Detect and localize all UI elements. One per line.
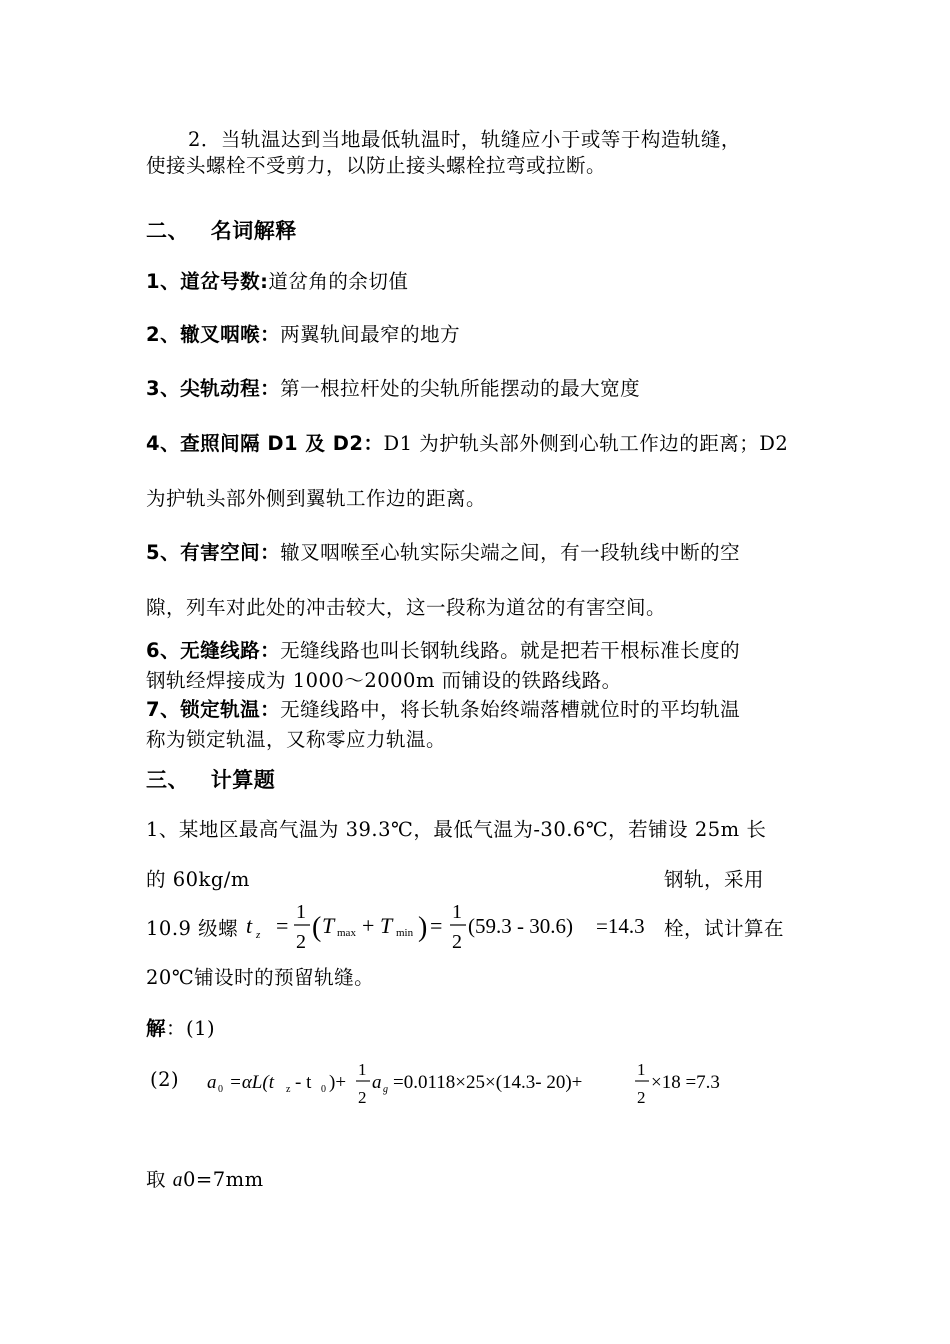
conclusion-prefix: 取 — [146, 1168, 173, 1191]
term-3-def: 第一根拉杆处的尖轨所能摆动的最大宽度 — [280, 377, 641, 400]
formula-a0 — [207, 1058, 747, 1114]
formula2-expr: =αL(t — [229, 1072, 274, 1093]
formula1-T2-sub: min — [396, 927, 414, 939]
formula2-t0-sub: 0 — [321, 1084, 326, 1095]
conclusion-rest: 0=7mm — [182, 1168, 264, 1191]
problem-line2a: 的 60kg/m — [146, 868, 250, 891]
svg-text:=: = — [276, 913, 289, 938]
section3-heading: 三、 计算题 — [146, 768, 276, 792]
formula1-values: (59.3 - 30.6) — [468, 914, 573, 938]
conclusion — [146, 1168, 264, 1193]
term-7-label: 7、锁定轨温： — [146, 698, 281, 721]
formula2-lhs: a — [207, 1072, 217, 1093]
term-3-label: 3、尖轨动程： — [146, 377, 281, 400]
svg-text:1: 1 — [637, 1060, 646, 1079]
term-4-def: D1 为护轨头部外侧到心轨工作边的距离；D2 — [383, 432, 789, 455]
svg-text:): ) — [418, 912, 428, 943]
svg-text:2: 2 — [452, 931, 462, 953]
term-4 — [146, 432, 788, 456]
svg-text:2: 2 — [637, 1088, 646, 1107]
formula2-minus: - t — [295, 1072, 312, 1093]
problem-line3b: 栓，试计算在 — [664, 917, 785, 940]
problem-line3a: 10.9 级螺 — [146, 917, 239, 940]
problem-line2b: 钢轨，采用 — [664, 868, 765, 891]
formula2-tz-sub: z — [286, 1084, 291, 1095]
svg-text:+: + — [362, 913, 375, 938]
formula2-lhs-sub: 0 — [218, 1084, 223, 1095]
term-2-def: 两翼轨间最窄的地方 — [280, 323, 461, 346]
term-5-def: 辙叉咽喉至心轨实际尖端之间，有一段轨线中断的空 — [280, 541, 741, 564]
term-5-label: 5、有害空间： — [146, 541, 281, 564]
term-6-cont: 钢轨经焊接成为 1000～2000m 而铺设的铁路线路。 — [146, 669, 622, 692]
formula1-half-num: 1 — [296, 901, 306, 923]
svg-text:(: ( — [312, 912, 322, 943]
solution-step1: ：(1) — [166, 1017, 216, 1040]
term-1-label: 1、道岔号数: — [146, 270, 269, 293]
formula2-numeric: =0.0118×25×(14.3- 20)+ — [393, 1072, 583, 1093]
svg-text:1: 1 — [452, 901, 462, 923]
formula2-half-num: 1 — [358, 1060, 367, 1079]
formula2-ag: a — [372, 1072, 382, 1093]
formula1-lhs: t — [246, 913, 253, 938]
formula1-T1-sub: max — [337, 927, 356, 939]
formula2-half-den: 2 — [358, 1088, 367, 1107]
term-1 — [146, 270, 408, 294]
term-4-label: 4、查照间隔 D1 及 D2： — [146, 432, 384, 455]
solution-step2: (2) — [150, 1068, 180, 1091]
term-4-cont: 为护轨头部外侧到翼轨工作边的距离。 — [146, 487, 487, 510]
formula1-half-den: 2 — [296, 931, 306, 953]
formula1-T2: T — [380, 913, 393, 938]
formula-tz — [246, 894, 666, 956]
term-6-label: 6、无缝线路： — [146, 639, 281, 662]
solution-label: 解 — [146, 1017, 167, 1040]
para2-line2: 使接头螺栓不受剪力，以防止接头螺栓拉弯或拉断。 — [146, 154, 607, 177]
term-5-cont: 隙，列车对此处的冲击较大，这一段称为道岔的有害空间。 — [146, 596, 667, 619]
term-7-cont: 称为锁定轨温，又称零应力轨温。 — [146, 728, 447, 751]
term-2 — [146, 323, 460, 347]
formula2-tail: ×18 =7.3 — [651, 1072, 720, 1093]
term-1-def: 道岔角的余切值 — [268, 270, 409, 293]
term-6 — [146, 639, 740, 663]
para2-line1: 2．当轨温达到当地最低轨温时，轨缝应小于或等于构造轨缝， — [188, 128, 741, 151]
svg-text:=: = — [430, 913, 443, 938]
term-7-def: 无缝线路中，将长轨条始终端落槽就位时的平均轨温 — [280, 698, 741, 721]
term-3 — [146, 377, 640, 401]
formula1-T1: T — [322, 913, 335, 938]
problem-line4: 20℃铺设时的预留轨缝。 — [146, 966, 375, 989]
solution-line — [146, 1017, 215, 1041]
section2-heading: 二、 名词解释 — [146, 219, 297, 243]
term-7 — [146, 698, 740, 722]
formula2-close: )+ — [329, 1072, 347, 1093]
conclusion-var: a — [172, 1170, 183, 1191]
problem-line1: 1、某地区最高气温为 39.3℃，最低气温为-30.6℃，若铺设 25m 长 — [146, 818, 767, 841]
term-6-def: 无缝线路也叫长钢轨线路。就是把若干根标准长度的 — [280, 639, 741, 662]
formula2-ag-sub: g — [383, 1084, 388, 1095]
formula1-result: =14.3 — [596, 914, 645, 938]
term-5 — [146, 541, 740, 565]
term-2-label: 2、辙叉咽喉： — [146, 323, 281, 346]
formula1-lhs-sub: z — [256, 929, 261, 941]
